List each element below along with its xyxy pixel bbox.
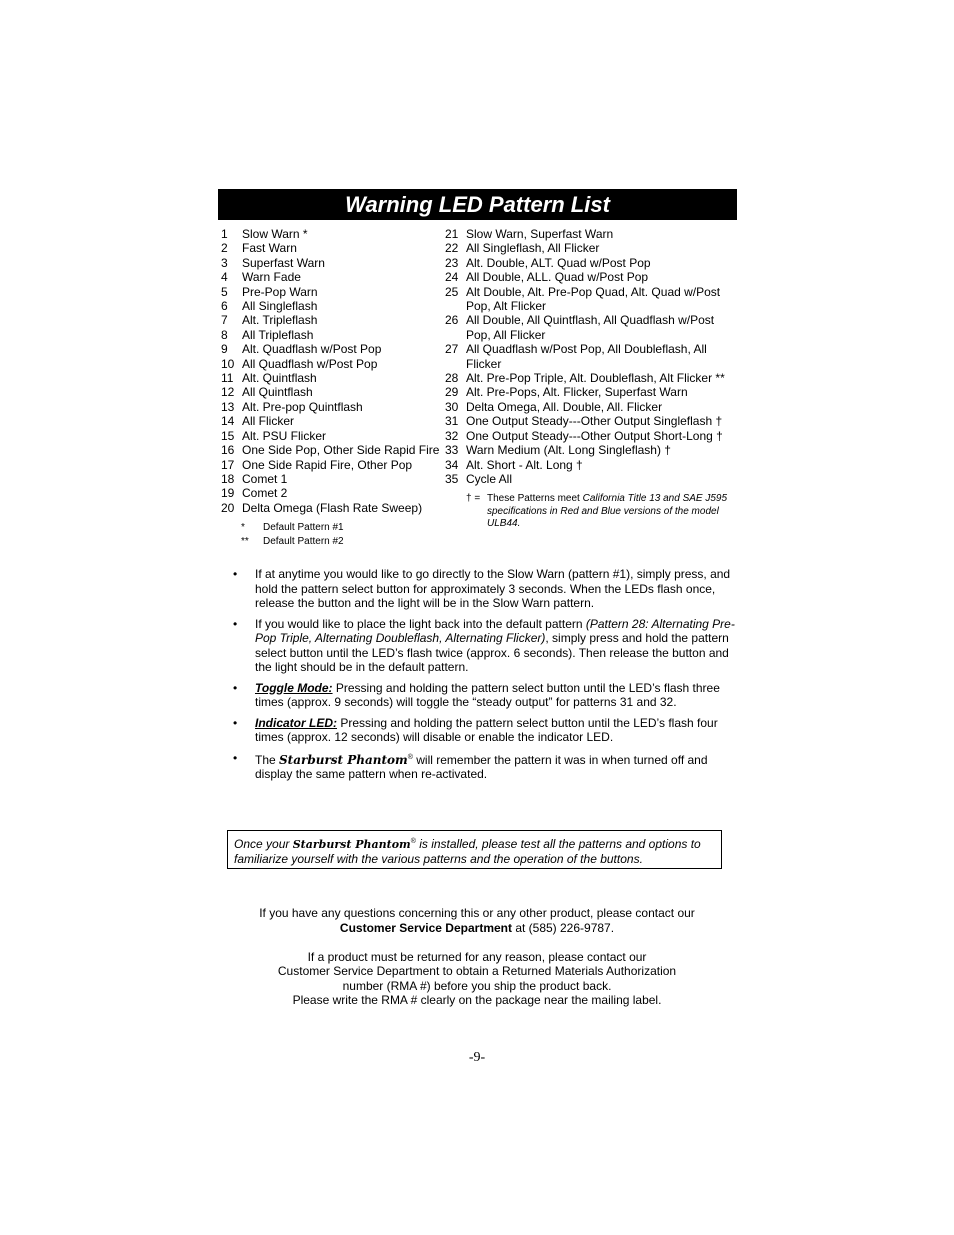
pattern-list-item — [445, 285, 735, 314]
toggle-mode-label: Toggle Mode: — [255, 680, 333, 695]
pattern-name: Delta Omega, All. Double, All. Flicker — [466, 399, 663, 414]
note-text: is installed, please test all the patterns and options to familiarize yourself with the various patterns and the operation of the buttons. — [234, 837, 701, 866]
bullet-text-part: Pressing and holding the pattern select button until the LED’s flash four times (approx. 12 seconds) will disable or enable the indicator LED. — [255, 715, 718, 744]
pattern-number: 24 — [445, 270, 459, 285]
pattern-name: All Quintflash — [242, 385, 313, 400]
pattern-list-item — [445, 371, 735, 385]
pattern-number: 26 — [445, 313, 459, 328]
pattern-list-item — [221, 328, 441, 342]
legend-text: Default Pattern #1 — [263, 522, 344, 533]
pattern-number: 20 — [221, 500, 235, 515]
pattern-list-item — [221, 299, 441, 313]
pattern-name: Alt. PSU Flicker — [242, 428, 327, 443]
pattern-name: Delta Omega (Flash Rate Sweep) — [242, 500, 423, 515]
pattern-name: Alt. Quintflash — [242, 371, 317, 386]
pattern-list-item — [445, 443, 735, 457]
pattern-name: All Flicker — [242, 414, 295, 429]
legend-row — [241, 521, 344, 535]
pattern-number: 32 — [445, 428, 459, 443]
pattern-name: Slow Warn, Superfast Warn — [466, 227, 614, 241]
pattern-number: 30 — [445, 399, 459, 414]
contact-text: If you have any questions concerning this or any other product, please contact our — [259, 906, 695, 920]
pattern-list-item — [445, 458, 735, 472]
pattern-list-item — [445, 342, 735, 371]
pattern-list-item — [445, 400, 735, 414]
bullet-text — [255, 716, 735, 745]
pattern-list-item — [445, 241, 735, 255]
bullet-text — [255, 751, 735, 782]
pattern-name: All Singleflash — [242, 299, 318, 314]
pattern-number: 29 — [445, 385, 459, 400]
pattern-list-item — [221, 486, 441, 500]
department-name: Customer Service Department — [339, 920, 512, 935]
bullet-text: If at anytime you would like to go directly to the Slow Warn (pattern #1), simply press, and hold the pattern select button for approximately 3 seconds. When the LEDs flash once, release the button and the light will be in the Slow Warn pattern. — [255, 567, 731, 610]
bullet-text — [255, 617, 735, 675]
pattern-number: 12 — [221, 385, 235, 400]
indicator-led-label: Indicator LED: — [255, 715, 338, 730]
testing-note-box — [227, 830, 722, 869]
legend-symbol: * — [241, 522, 245, 533]
bullet-icon: • — [233, 715, 238, 730]
bullet-icon: • — [233, 567, 238, 581]
pattern-list-item — [221, 227, 441, 241]
pattern-name: Slow Warn * — [242, 227, 308, 241]
list-item — [233, 681, 735, 710]
pattern-number: 2 — [221, 241, 228, 256]
pattern-list-item — [221, 429, 441, 443]
rma-text: number (RMA #) before you ship the product back. — [342, 978, 612, 993]
legend-text: Default Pattern #2 — [263, 535, 344, 547]
pattern-number: 14 — [221, 414, 235, 429]
pattern-list-item — [221, 371, 441, 385]
list-item — [233, 716, 735, 745]
brand-name: Starburst Phantom — [279, 752, 408, 767]
bullet-text-part: Pressing and holding the pattern select button until the LED’s flash three times (approx. 9 seconds) will toggle the “steady output” for patterns 31 and 32. — [255, 680, 720, 709]
page-number: -9- — [468, 1050, 486, 1065]
pattern-list-item — [221, 472, 441, 486]
pattern-list-right — [445, 227, 735, 486]
pattern-number: 31 — [445, 414, 459, 429]
pattern-number: 3 — [221, 255, 228, 270]
pattern-list-item — [221, 385, 441, 399]
list-item — [233, 617, 735, 675]
pattern-list-left — [221, 227, 441, 515]
bullet-text-part: If you would like to place the light back into the default pattern — [255, 616, 586, 631]
footnote-lead: These Patterns meet — [487, 493, 583, 504]
footnote-text — [487, 493, 736, 531]
pattern-number: 8 — [221, 327, 228, 342]
pattern-number: 1 — [221, 227, 228, 241]
pattern-number: 19 — [221, 486, 235, 501]
pattern-name: Alt. Short - Alt. Long † — [466, 457, 583, 472]
pattern-name: Alt Double, Alt. Pre-Pop Quad, Alt. Quad w/Post Pop, Alt Flicker — [466, 284, 721, 314]
pattern-name: All Double, ALL. Quad w/Post Pop — [466, 270, 649, 285]
pattern-number: 23 — [445, 255, 459, 270]
list-item — [233, 567, 735, 611]
pattern-list-item — [221, 285, 441, 299]
pattern-name: All Double, All Quintflash, All Quadflash w/Post Pop, All Flicker — [466, 313, 715, 342]
pattern-number: 15 — [221, 428, 235, 443]
pattern-number: 4 — [221, 270, 228, 285]
pattern-number: 22 — [445, 241, 459, 256]
pattern-list-item — [221, 400, 441, 414]
bullet-icon: • — [233, 680, 238, 695]
bullet-text-part: The — [255, 752, 280, 767]
default-pattern-description: (Pattern 28: Alternating Pre-Pop Triple, Alternating Doubleflash, Alternating Flicker) — [255, 616, 735, 645]
pattern-name: All Tripleflash — [242, 327, 314, 342]
pattern-list-item — [445, 227, 735, 241]
pattern-list-item — [221, 342, 441, 356]
pattern-list-item — [221, 270, 441, 284]
pattern-number: 5 — [221, 284, 228, 299]
pattern-name: Alt. Tripleflash — [242, 313, 318, 328]
pattern-list-item — [445, 414, 735, 428]
pattern-name: Warn Medium (Alt. Long Singleflash) † — [466, 443, 671, 458]
dagger-footnote — [466, 493, 736, 531]
registered-mark: ® — [410, 838, 416, 845]
pattern-list-item — [445, 270, 735, 284]
pattern-list-item — [221, 458, 441, 472]
pattern-list-item — [221, 414, 441, 428]
pattern-number: 10 — [221, 356, 235, 371]
pattern-number: 7 — [221, 313, 228, 328]
pattern-name: All Quadflash w/Post Pop, All Doubleflash, All Flicker — [466, 342, 707, 371]
pattern-name: Alt. Pre-pop Quintflash — [242, 399, 363, 414]
pattern-list-item — [221, 443, 441, 457]
instructions-list — [233, 567, 735, 788]
legend-row — [241, 535, 344, 549]
pattern-list-item — [445, 313, 735, 342]
pattern-name: One Side Pop, Other Side Rapid Fire — [242, 443, 440, 458]
list-item — [233, 751, 735, 782]
pattern-number: 34 — [445, 457, 459, 472]
pattern-number: 33 — [445, 443, 459, 458]
brand-name: Starburst Phantom — [292, 838, 411, 851]
rma-text: Please write the RMA # clearly on the package near the mailing label. — [292, 993, 662, 1007]
default-patterns-legend — [241, 521, 344, 548]
pattern-name: Fast Warn — [242, 241, 297, 256]
pattern-name: Alt. Pre-Pops, Alt. Flicker, Superfast Warn — [466, 385, 688, 400]
phone-number: at (585) 226-9787. — [511, 920, 615, 935]
pattern-list-item — [445, 472, 735, 486]
pattern-name: Alt. Quadflash w/Post Pop — [242, 342, 382, 357]
rma-text: Customer Service Department to obtain a Returned Materials Authorization — [277, 964, 677, 978]
pattern-number: 25 — [445, 284, 459, 299]
bullet-text-part: will remember the pattern it was in when turned off and display the same pattern when re-activated. — [255, 752, 708, 781]
pattern-number: 27 — [445, 342, 459, 357]
contact-phone-line — [200, 921, 754, 936]
pattern-name: One Output Steady---Other Output Singleflash † — [466, 414, 723, 429]
pattern-list-item — [445, 429, 735, 443]
pattern-number: 18 — [221, 471, 235, 486]
page-title: Warning LED Pattern List — [218, 189, 737, 220]
footnote-italic: California Title 13 and SAE J595 specifications in Red and Blue versions of the model ULB44. — [487, 493, 728, 529]
pattern-number: 35 — [445, 471, 459, 486]
pattern-number: 13 — [221, 399, 235, 414]
rma-text: If a product must be returned for any reason, please contact our — [307, 949, 647, 964]
pattern-number: 16 — [221, 443, 235, 458]
pattern-number: 21 — [445, 227, 459, 241]
pattern-list-item — [445, 385, 735, 399]
pattern-name: Alt. Pre-Pop Triple, Alt. Doubleflash, Alt Flicker ** — [466, 371, 725, 386]
bullet-icon: • — [233, 750, 238, 765]
pattern-name: Superfast Warn — [242, 255, 325, 270]
pattern-list-item — [221, 501, 441, 515]
pattern-number: 11 — [221, 371, 234, 386]
pattern-list-item — [221, 241, 441, 255]
pattern-name: Pre-Pop Warn — [242, 284, 318, 299]
pattern-name: One Output Steady---Other Output Short-Long † — [466, 428, 723, 443]
pattern-name: All Singleflash, All Flicker — [466, 241, 600, 256]
bullet-text — [255, 681, 735, 710]
registered-mark: ® — [407, 753, 413, 761]
pattern-list-item — [221, 256, 441, 270]
pattern-name: Comet 2 — [242, 486, 288, 501]
pattern-name: One Side Rapid Fire, Other Pop — [242, 457, 413, 472]
bullet-icon: • — [233, 616, 238, 631]
pattern-list-item — [221, 357, 441, 371]
contact-section — [200, 906, 754, 1008]
footnote-symbol: † = — [466, 493, 481, 504]
pattern-list-item — [221, 313, 441, 327]
legend-symbol: ** — [241, 535, 249, 547]
pattern-number: 6 — [221, 299, 228, 314]
pattern-name: Cycle All — [466, 471, 513, 486]
pattern-number: 28 — [445, 371, 459, 386]
pattern-name: Comet 1 — [242, 471, 288, 486]
bullet-text-part: , simply press and hold the pattern select button until the LED’s flash twice (approx. 6 seconds). Then release the button and the light should be in the default pattern. — [255, 631, 729, 674]
pattern-number: 17 — [221, 457, 235, 472]
pattern-list-item — [445, 256, 735, 270]
pattern-name: Alt. Double, ALT. Quad w/Post Pop — [466, 255, 651, 270]
pattern-name: Warn Fade — [242, 270, 301, 285]
pattern-name: All Quadflash w/Post Pop — [242, 356, 378, 371]
pattern-number: 9 — [221, 342, 228, 357]
note-text: Once your — [234, 837, 293, 851]
